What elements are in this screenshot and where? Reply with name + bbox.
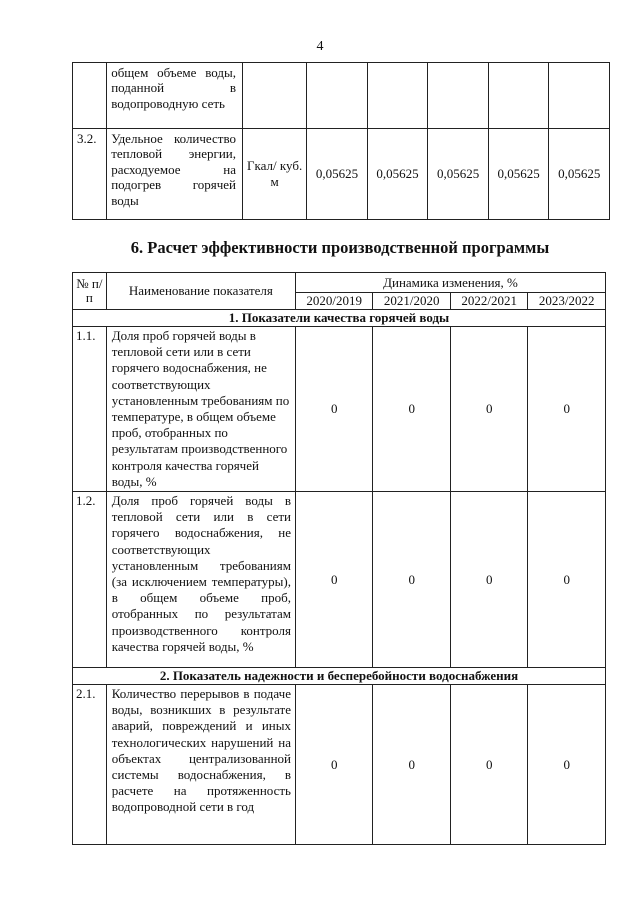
section-title: 6. Расчет эффективности производственной программы	[130, 238, 550, 257]
row-number-cell: 2.1.	[73, 685, 107, 845]
table-row	[73, 129, 610, 220]
row-number-cell: 1.2.	[73, 492, 107, 668]
value-cell: 0	[450, 492, 527, 668]
header-year: 2021/2020	[373, 293, 450, 310]
row-number-cell: 3.2.	[73, 129, 107, 220]
value-cell	[307, 63, 368, 129]
indicator-name-cell: общем объеме воды, поданной в водопроводную сеть	[107, 63, 243, 129]
value-cell	[549, 63, 610, 129]
value-cell: 0	[373, 685, 450, 845]
value-cell: 0	[528, 685, 606, 845]
value-cell	[367, 63, 428, 129]
value-cell: 0	[295, 492, 372, 668]
indicator-name-cell: Удельное количество тепловой энергии, расходуемое на подогрев горячей воды	[107, 129, 243, 220]
section-row	[73, 310, 606, 327]
section-heading: 1. Показатели качества горячей воды	[73, 310, 606, 327]
table-row	[73, 327, 606, 492]
table-row	[73, 685, 606, 845]
unit-cell: Гкал/ куб. м	[243, 129, 307, 220]
table-header-row	[73, 273, 606, 293]
header-year: 2020/2019	[295, 293, 372, 310]
indicator-name-cell: Доля проб горячей воды в тепловой сети или в сети горячего водоснабжения, не соответствующих установленным требованиям по температуре, в общем объеме проб, отобранных по результатам производственного контроля качества горячей воды, %	[106, 327, 295, 492]
header-year: 2023/2022	[528, 293, 606, 310]
value-cell: 0	[295, 327, 372, 492]
header-year: 2022/2021	[450, 293, 527, 310]
value-cell: 0	[373, 327, 450, 492]
value-cell: 0,05625	[488, 129, 549, 220]
header-num: № п/п	[73, 273, 107, 310]
row-number-cell	[73, 63, 107, 129]
indicators-table-continuation	[72, 62, 610, 220]
value-cell: 0	[450, 327, 527, 492]
value-cell: 0	[528, 492, 606, 668]
table-row	[73, 63, 610, 129]
value-cell: 0	[295, 685, 372, 845]
value-cell: 0	[528, 327, 606, 492]
value-cell: 0,05625	[367, 129, 428, 220]
efficiency-table	[72, 272, 606, 845]
indicator-name-cell: Количество перерывов в подаче воды, возникших в результате аварий, повреждений и иных технологических нарушений на объектах централизованной системы водоснабжения, в расчете на протяженность водопроводной сети в год	[106, 685, 295, 845]
value-cell: 0,05625	[549, 129, 610, 220]
row-number-cell: 1.1.	[73, 327, 107, 492]
value-cell: 0	[373, 492, 450, 668]
section-heading: 2. Показатель надежности и бесперебойности водоснабжения	[73, 668, 606, 685]
header-dynamics: Динамика изменения, %	[295, 273, 605, 293]
value-cell: 0,05625	[428, 129, 489, 220]
table-row	[73, 492, 606, 668]
header-name: Наименование показателя	[106, 273, 295, 310]
value-cell: 0,05625	[307, 129, 368, 220]
section-row	[73, 668, 606, 685]
value-cell	[488, 63, 549, 129]
unit-cell	[243, 63, 307, 129]
indicator-name-cell: Доля проб горячей воды в тепловой сети или в сети горячего водоснабжения, не соответствующих установленным требованиям (за исключением температуры), в общем объеме проб, отобранных по результатам производственного контроля качества горячей воды, %	[106, 492, 295, 668]
value-cell	[428, 63, 489, 129]
page-number: 4	[316, 39, 324, 54]
value-cell: 0	[450, 685, 527, 845]
